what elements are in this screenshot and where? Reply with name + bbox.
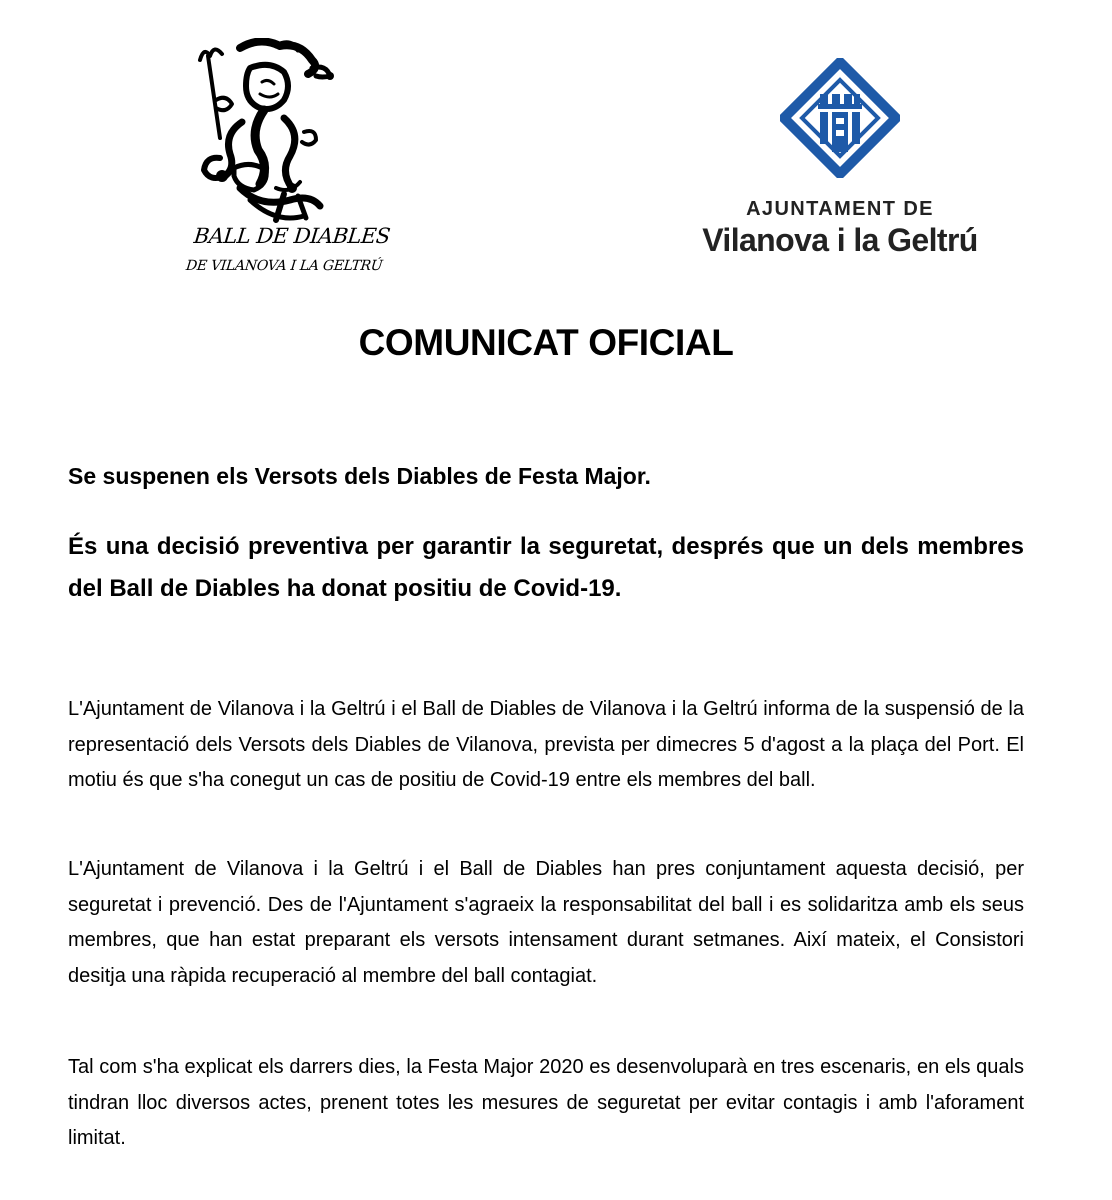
- body-paragraph-1: L'Ajuntament de Vilanova i la Geltrú i el Ball de Diables de Vilanova i la Geltrú informa de la suspensió de la representació dels Versots dels Diables de Vilanova, prevista per dimecres 5 d'agost a la plaça del Port. El motiu és que s'ha conegut un cas de positiu de Covid-19 entre els membres del ball.: [68, 698, 1024, 791]
- ball-de-diables-logo: [180, 38, 392, 290]
- headline-subtitle: Se suspenen els Versots dels Diables de Festa Major.: [68, 463, 651, 489]
- body-paragraph-2: L'Ajuntament de Vilanova i la Geltrú i el Ball de Diables han pres conjuntament aquesta decisió, per seguretat i prevenció. Des de l'Ajuntament s'agraeix la responsabilitat del ball i es solidaritza amb els seus membres, que han estat preparant els versots intensament durant setmanes. Així mateix, el Consistori desitja una ràpida recuperació al membre del ball contagiat.: [68, 858, 1024, 987]
- ajuntament-logo-line-1: AJUNTAMENT DE: [746, 198, 934, 220]
- diables-logo-line-1: BALL DE DIABLES: [192, 224, 392, 248]
- body-paragraph-3: Tal com s'ha explicat els darrers dies, la Festa Major 2020 es desenvoluparà en tres escenaris, en els quals tindran lloc diversos actes, prenent totes les mesures de seguretat per evitar contagis i amb l'aforament limitat.: [68, 1056, 1024, 1149]
- ajuntament-logo: [680, 58, 1000, 268]
- ajuntament-logo-line-2: Vilanova i la Geltrú: [702, 222, 978, 258]
- devil-figure-icon: [180, 38, 350, 228]
- municipal-emblem-icon: [780, 58, 900, 178]
- headline-lead: És una decisió preventiva per garantir la seguretat, després que un dels membres del Ball de Diables ha donat positiu de Covid-19.: [68, 533, 1024, 602]
- diables-logo-line-2: DE VILANOVA I LA GELTRÚ: [185, 258, 384, 274]
- page-title: COMUNICAT OFICIAL: [358, 322, 734, 363]
